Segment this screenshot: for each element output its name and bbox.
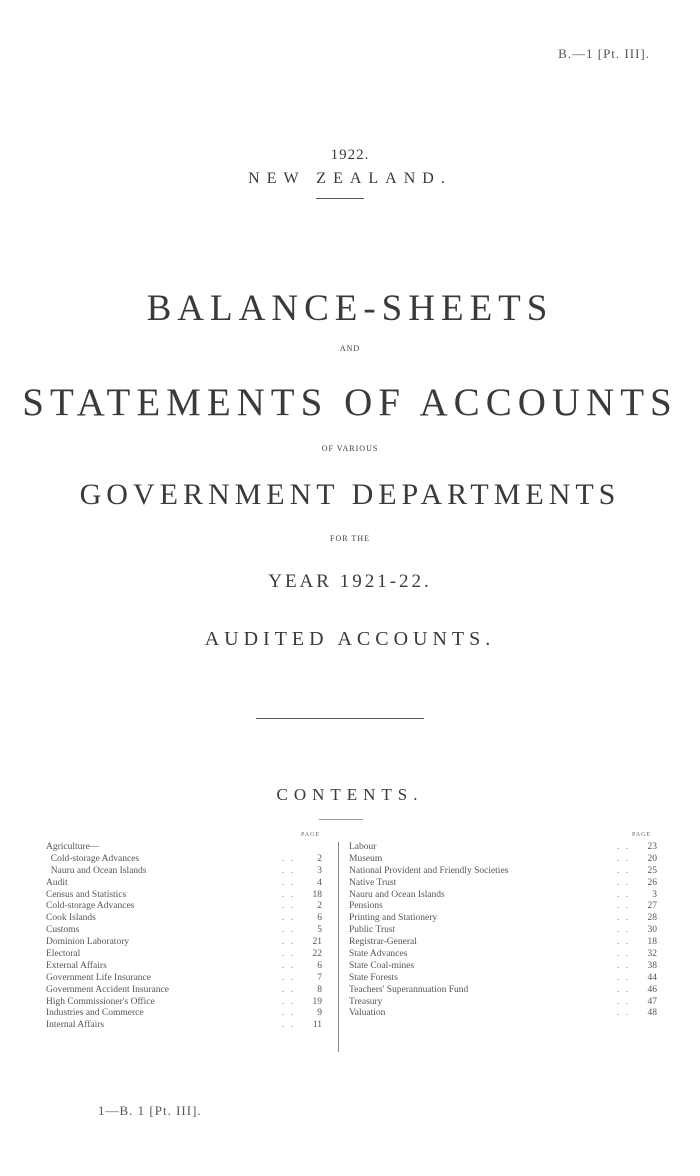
contents-entry-label: Printing and Stationery xyxy=(349,913,438,924)
contents-entry-label: Government Accident Insurance xyxy=(46,984,169,995)
contents-entry xyxy=(349,878,659,890)
country-heading: NEW ZEALAND. xyxy=(248,170,452,187)
contents-entry-label: Treasury xyxy=(349,996,383,1007)
contents-entry xyxy=(46,985,336,997)
contents-entry-label: State Forests xyxy=(349,972,398,983)
title-balance-sheets: BALANCE-SHEETS xyxy=(146,288,554,329)
leader-dots: . . xyxy=(617,984,631,995)
contents-entry-label: External Affairs xyxy=(46,960,107,971)
contents-entry xyxy=(349,854,659,866)
contents-entry-label: Pensions xyxy=(349,901,383,912)
leader-dots: . . xyxy=(617,1008,631,1019)
page-reference: B.—1 [Pt. III]. xyxy=(558,46,650,61)
contents-entry-label: Valuation xyxy=(349,1008,386,1019)
conjunction-for-the: FOR THE xyxy=(330,534,370,543)
leader-dots: . . xyxy=(282,877,296,888)
leader-dots: . . xyxy=(282,889,296,900)
leader-dots: . . xyxy=(282,853,296,864)
contents-entry-page: 48 xyxy=(647,1008,657,1019)
contents-entry xyxy=(46,913,336,925)
contents-entry xyxy=(46,961,336,973)
contents-entry xyxy=(46,866,336,878)
contents-entry-page: 22 xyxy=(312,949,322,960)
contents-entry-page: 25 xyxy=(647,865,657,876)
contents-entry-label: Internal Affairs xyxy=(46,1020,105,1031)
leader-dots: . . xyxy=(282,984,296,995)
contents-entry-page: 2 xyxy=(317,853,322,864)
contents-entry-label: Audit xyxy=(46,877,68,888)
contents-column-divider xyxy=(338,842,339,1052)
leader-dots: . . xyxy=(282,1020,296,1031)
long-divider xyxy=(256,718,424,719)
contents-entry xyxy=(46,878,336,890)
leader-dots: . . xyxy=(282,925,296,936)
contents-entry xyxy=(349,1008,659,1020)
contents-entry xyxy=(46,937,336,949)
contents-entry-page: 11 xyxy=(312,1020,322,1031)
contents-entry-page: 7 xyxy=(317,972,322,983)
contents-entry-page: 28 xyxy=(647,913,657,924)
contents-entry xyxy=(46,842,336,854)
contents-entry-label: Customs xyxy=(46,925,80,936)
subtitle-audited-accounts: AUDITED ACCOUNTS. xyxy=(204,628,496,650)
contents-entry-label: Electoral xyxy=(46,949,81,960)
contents-entry-page: 3 xyxy=(317,865,322,876)
contents-underline xyxy=(319,819,363,820)
contents-entry-page: 46 xyxy=(647,984,657,995)
contents-entry-page: 32 xyxy=(647,949,657,960)
leader-dots: . . xyxy=(282,1008,296,1019)
title-statements-of-accounts: STATEMENTS OF ACCOUNTS xyxy=(22,381,678,424)
contents-entry xyxy=(349,985,659,997)
contents-right-column xyxy=(349,842,659,1020)
contents-entry xyxy=(349,997,659,1009)
contents-entry-label: Cook Islands xyxy=(46,913,96,924)
contents-entry-label: Agriculture— xyxy=(46,842,100,852)
contents-entry-label: Public Trust xyxy=(349,925,396,936)
contents-entry xyxy=(349,937,659,949)
left-page-column-header: PAGE xyxy=(301,832,321,838)
contents-entry-page: 6 xyxy=(317,913,322,924)
contents-entry-page: 18 xyxy=(647,937,657,948)
leader-dots: . . xyxy=(617,925,631,936)
leader-dots: . . xyxy=(282,913,296,924)
contents-entry xyxy=(46,1020,336,1032)
document-year: 1922. xyxy=(330,147,370,163)
contents-entry xyxy=(46,890,336,902)
contents-entry-label: High Commissioner's Office xyxy=(46,996,155,1007)
contents-left-column xyxy=(46,842,336,1032)
contents-entry-page: 2 xyxy=(317,901,322,912)
contents-entry-page: 26 xyxy=(647,877,657,888)
leader-dots: . . xyxy=(282,960,296,971)
contents-entry-page: 8 xyxy=(317,984,322,995)
leader-dots: . . xyxy=(617,972,631,983)
contents-entry-label: National Provident and Friendly Societies xyxy=(349,865,509,876)
leader-dots: . . xyxy=(617,853,631,864)
contents-entry-page: 9 xyxy=(317,1008,322,1019)
contents-entry-page: 4 xyxy=(317,877,322,888)
contents-entry xyxy=(349,913,659,925)
contents-entry-page: 30 xyxy=(647,925,657,936)
contents-entry-label: Cold-storage Advances xyxy=(46,853,140,864)
contents-entry-label: Census and Statistics xyxy=(46,889,127,900)
contents-entry-label: Nauru and Ocean Islands xyxy=(46,865,147,876)
leader-dots: . . xyxy=(617,901,631,912)
contents-entry-label: Dominion Laboratory xyxy=(46,937,130,948)
financial-year: YEAR 1921-22. xyxy=(268,571,432,592)
contents-heading: CONTENTS. xyxy=(276,785,424,804)
contents-entry-label: Registrar-General xyxy=(349,937,417,948)
leader-dots: . . xyxy=(617,996,631,1007)
contents-entry-page: 19 xyxy=(312,996,322,1007)
leader-dots: . . xyxy=(282,949,296,960)
contents-entry xyxy=(349,890,659,902)
contents-entry xyxy=(349,901,659,913)
leader-dots: . . xyxy=(617,865,631,876)
contents-entry-label: Native Trust xyxy=(349,877,397,888)
contents-entry xyxy=(349,961,659,973)
leader-dots: . . xyxy=(282,972,296,983)
contents-entry-label: Industries and Commerce xyxy=(46,1008,144,1019)
contents-entry-page: 18 xyxy=(312,889,322,900)
contents-entry-label: State Coal-mines xyxy=(349,960,415,971)
contents-entry xyxy=(46,997,336,1009)
leader-dots: . . xyxy=(282,996,296,1007)
contents-entry-label: Labour xyxy=(349,842,377,852)
contents-entry-page: 47 xyxy=(647,996,657,1007)
contents-entry xyxy=(349,949,659,961)
contents-entry xyxy=(349,842,659,854)
contents-entry xyxy=(46,925,336,937)
contents-entry-label: Nauru and Ocean Islands xyxy=(349,889,445,900)
contents-entry-label: Teachers' Superannuation Fund xyxy=(349,984,469,995)
short-divider xyxy=(316,198,364,199)
contents-entry xyxy=(349,925,659,937)
leader-dots: . . xyxy=(282,865,296,876)
contents-entry-page: 5 xyxy=(317,925,322,936)
contents-entry-label: Museum xyxy=(349,853,383,864)
title-government-departments: GOVERNMENT DEPARTMENTS xyxy=(79,478,621,511)
contents-entry xyxy=(46,949,336,961)
contents-entry-label: Cold-storage Advances xyxy=(46,901,135,912)
contents-entry-page: 38 xyxy=(647,960,657,971)
contents-entry xyxy=(46,854,336,866)
contents-entry-page: 20 xyxy=(647,853,657,864)
contents-entry xyxy=(46,1008,336,1020)
contents-entry-page: 44 xyxy=(647,972,657,983)
contents-entry-label: State Advances xyxy=(349,949,408,960)
right-page-column-header: PAGE xyxy=(632,832,652,838)
contents-entry xyxy=(46,973,336,985)
contents-entry-label: Government Life Insurance xyxy=(46,972,151,983)
contents-entry xyxy=(349,973,659,985)
contents-entry-page: 3 xyxy=(652,889,657,900)
leader-dots: . . xyxy=(617,913,631,924)
contents-entry-page: 27 xyxy=(647,901,657,912)
conjunction-and: AND xyxy=(339,344,361,353)
contents-entry-page: 23 xyxy=(647,842,657,852)
contents-entry-page: 21 xyxy=(312,937,322,948)
contents-entry xyxy=(46,901,336,913)
contents-entry xyxy=(349,866,659,878)
footer-reference: 1—B. 1 [Pt. III]. xyxy=(98,1103,202,1118)
leader-dots: . . xyxy=(282,901,296,912)
leader-dots: . . xyxy=(617,889,631,900)
leader-dots: . . xyxy=(617,842,631,852)
leader-dots: . . xyxy=(282,937,296,948)
leader-dots: . . xyxy=(617,960,631,971)
leader-dots: . . xyxy=(617,877,631,888)
leader-dots: . . xyxy=(617,949,631,960)
conjunction-of-various: OF VARIOUS xyxy=(321,444,379,453)
contents-entry-page: 6 xyxy=(317,960,322,971)
leader-dots: . . xyxy=(617,937,631,948)
